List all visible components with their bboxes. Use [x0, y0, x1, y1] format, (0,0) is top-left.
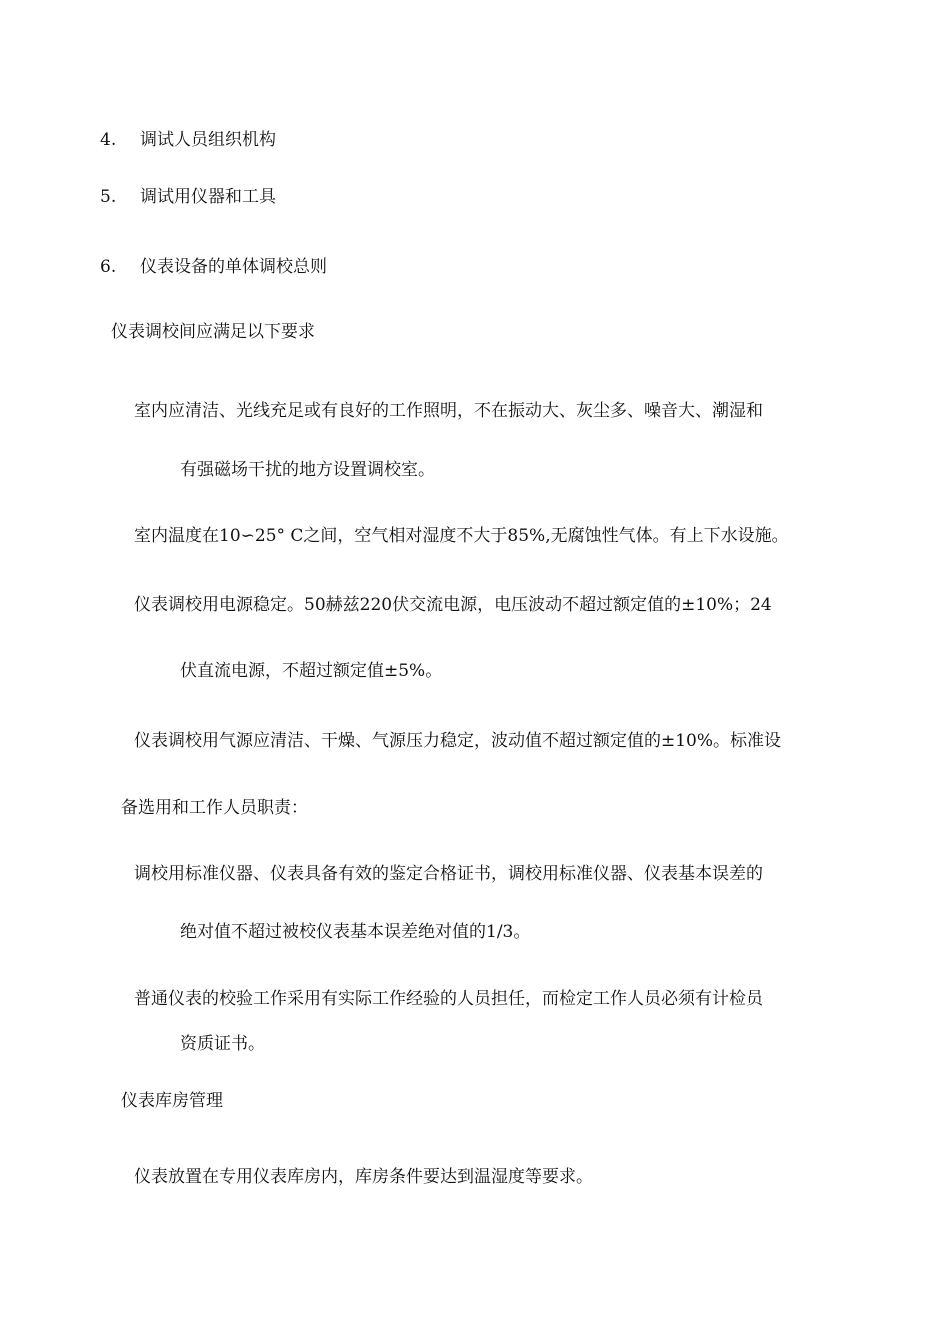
heading-number: 5.: [100, 187, 117, 207]
heading-number: 6.: [100, 257, 117, 277]
paragraph-line: 备选用和工作人员职责：: [121, 798, 308, 818]
subheading-warehouse: 仪表库房管理: [121, 1091, 223, 1111]
heading-item-6: [100, 259, 327, 276]
paragraph-line: 仪表调校用电源稳定。50赫兹220伏交流电源，电压波动不超过额定值的±10%；24: [134, 595, 772, 615]
paragraph-line: 调校用标准仪器、仪表具备有效的鉴定合格证书，调校用标准仪器、仪表基本误差的: [134, 864, 763, 884]
heading-text: 调试人员组织机构: [140, 130, 276, 150]
heading-text: 调试用仪器和工具: [140, 187, 276, 207]
paragraph-line: 室内应清洁、光线充足或有良好的工作照明，不在振动大、灰尘多、噪音大、潮湿和: [134, 401, 763, 421]
heading-number: 4.: [100, 130, 117, 150]
heading-item-5: [100, 189, 276, 206]
paragraph-line: 伏直流电源，不超过额定值±5%。: [180, 661, 443, 681]
paragraph-line: 仪表调校用气源应清洁、干燥、气源压力稳定，波动值不超过额定值的±10%。标准设: [134, 731, 782, 751]
paragraph-line: 绝对值不超过被校仪表基本误差绝对值的1/3。: [180, 922, 531, 942]
heading-text: 仪表设备的单体调校总则: [140, 257, 327, 277]
paragraph-line: 普通仪表的校验工作采用有实际工作经验的人员担任，而检定工作人员必须有计检员: [134, 989, 763, 1009]
subheading-calibration-room: 仪表调校间应满足以下要求: [111, 322, 315, 342]
paragraph-line: 资质证书。: [180, 1034, 265, 1054]
paragraph-line: 室内温度在10∽25° C之间，空气相对湿度不大于85%,无腐蚀性气体。有上下水设施。: [134, 526, 789, 546]
heading-item-4: [100, 132, 276, 149]
paragraph-line: 仪表放置在专用仪表库房内，库房条件要达到温湿度等要求。: [134, 1167, 593, 1187]
paragraph-line: 有强磁场干扰的地方设置调校室。: [180, 460, 435, 480]
